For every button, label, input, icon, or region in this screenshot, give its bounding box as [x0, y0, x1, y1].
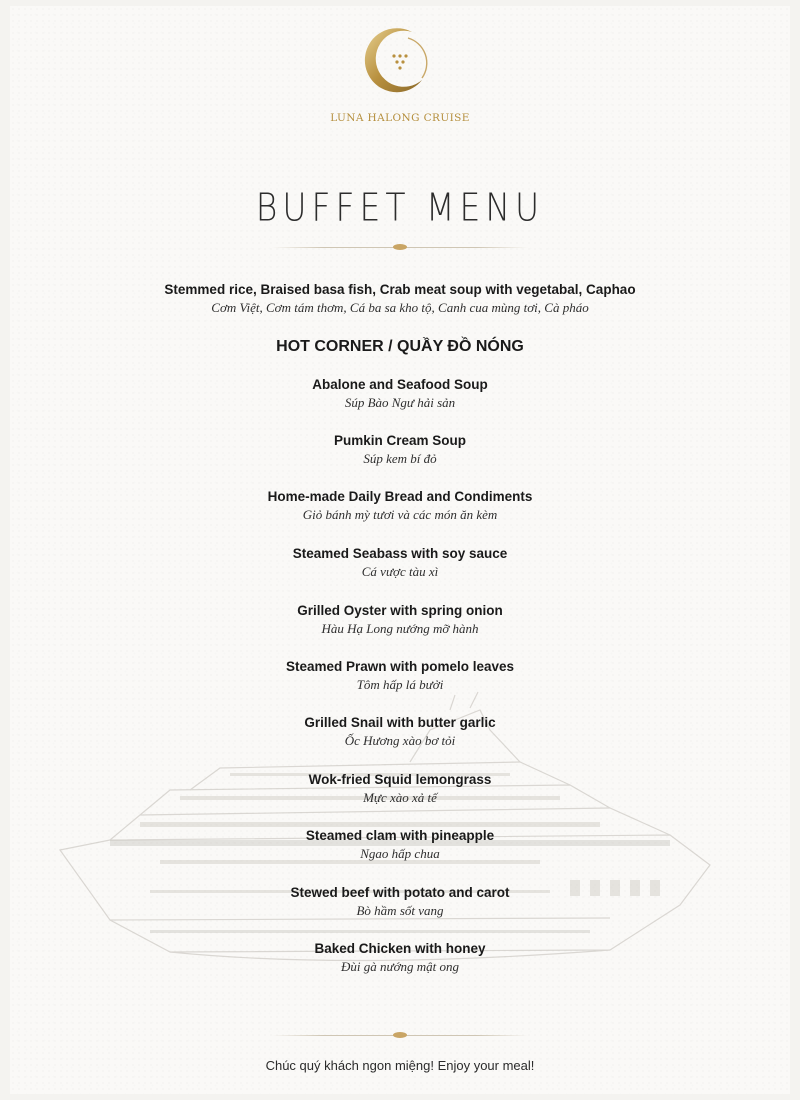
menu-item-name: Steamed Prawn with pomelo leaves	[285, 659, 515, 674]
menu-item	[0, 714, 800, 750]
menu-item	[0, 884, 800, 920]
intro-vietnamese: Cơm Việt, Cơm tám thơm, Cá ba sa kho tộ, Canh cua mùng tơi, Cà pháo	[211, 300, 589, 315]
menu-item-translation: Hàu Hạ Long nướng mỡ hành	[321, 621, 479, 636]
menu-item-name: Stewed beef with potato and carot	[290, 885, 510, 900]
section-heading	[0, 338, 800, 356]
page-title: BUFFET MENU	[255, 185, 545, 230]
menu-item-translation: Cá vược tàu xì	[361, 564, 439, 579]
menu-item-translation: Súp Bào Ngư hải sản	[344, 395, 456, 410]
menu-item	[0, 940, 800, 976]
menu-item	[0, 545, 800, 581]
intro-english: Stemmed rice, Braised basa fish, Crab meat soup with vegetabal, Caphao	[164, 282, 636, 297]
menu-item-name: Grilled Snail with butter garlic	[304, 715, 496, 730]
menu-item-translation: Ốc Hương xào bơ tỏi	[344, 733, 456, 748]
footer-divider	[272, 1032, 528, 1040]
title-divider	[272, 244, 528, 252]
section-title: HOT CORNER / QUẦY ĐỒ NÓNG	[276, 338, 524, 355]
menu-item-name: Steamed Seabass with soy sauce	[292, 546, 508, 561]
menu-item	[0, 432, 800, 468]
menu-item-name: Steamed clam with pineapple	[305, 828, 495, 843]
menu-item-name: Baked Chicken with honey	[314, 941, 486, 956]
menu-item-translation: Đùi gà nướng mật ong	[340, 959, 460, 974]
menu-item-translation: Giỏ bánh mỳ tươi và các món ăn kèm	[302, 507, 498, 522]
brand-header	[0, 22, 800, 124]
menu-item-name: Abalone and Seafood Soup	[312, 377, 488, 392]
menu-item-translation: Ngao hấp chua	[360, 846, 440, 861]
intro-block	[0, 281, 800, 317]
crescent-moon-logo-icon	[360, 22, 440, 102]
brand-name: LUNA HALONG CRUISE	[330, 112, 470, 124]
menu-item-name: Home-made Daily Bread and Condiments	[267, 489, 533, 504]
menu-item-translation: Mực xào xả tế	[363, 790, 437, 805]
footer-message: Chúc quý khách ngon miệng! Enjoy your meal!	[265, 1058, 535, 1073]
menu-item-translation: Súp kem bí đỏ	[363, 451, 437, 466]
menu-item	[0, 827, 800, 863]
menu-item	[0, 771, 800, 807]
menu-item	[0, 602, 800, 638]
menu-item-translation: Bò hầm sốt vang	[356, 903, 444, 918]
menu-item-name: Wok-fried Squid lemongrass	[308, 772, 492, 787]
menu-item	[0, 488, 800, 524]
menu-item	[0, 376, 800, 412]
menu-item-name: Grilled Oyster with spring onion	[297, 603, 503, 618]
menu-item-name: Pumkin Cream Soup	[333, 433, 467, 448]
menu-item-translation: Tôm hấp lá bưởi	[356, 677, 444, 692]
menu-item	[0, 658, 800, 694]
